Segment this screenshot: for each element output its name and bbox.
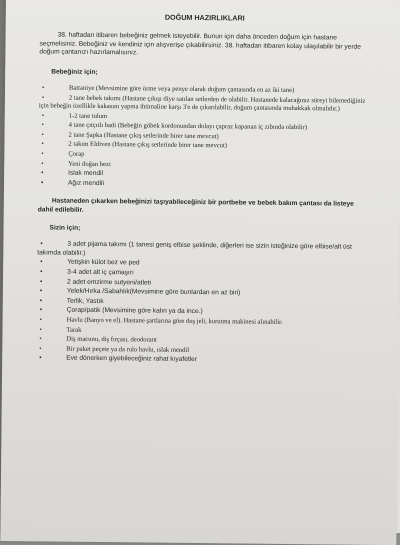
self-list-item: • Diş macunu, diş fırçası, deodorant xyxy=(36,335,366,347)
self-list-item: • Havlu (Banyo ve el). Hastane şartlarına göre duş jeli, kurutma makinesi alınabilir. xyxy=(37,316,367,328)
self-items-list xyxy=(36,241,367,367)
intro-paragraph: 38. haftadan itibaren bebeğiniz gelmek isteyebilir. Bunun için daha önceden doğum için hastane seçmelisiniz. Bebeğiniz ve kendiniz için alışverişe çıkabilirsiniz. 38. haftadan itibaren kolay ulaşılabilir bir yerde doğum çantanızı hazırlamalısınız. xyxy=(39,31,361,57)
self-list-item: • Yelek/Hırka /Sabahlık(Mevsimine göre bunlardan en az biri) xyxy=(37,288,367,300)
self-list-item: • 2 adet emzirme sutyeni/atleti xyxy=(37,278,367,290)
baby-list-item: • 2 tane Şapka (Hastane çıkış setlerinde birer tane mevcut) xyxy=(38,131,368,143)
self-list-item: • Eve dönerken giyebileceğiniz rahat kıyafetler xyxy=(36,355,366,367)
self-list-item: • Tarak xyxy=(36,326,366,338)
self-section-heading: Sizin için; xyxy=(49,224,81,232)
baby-list-item: • Çorap xyxy=(38,150,368,162)
document-body xyxy=(36,12,370,376)
baby-list-item: • Ağız mendili xyxy=(38,179,368,191)
baby-list-item: • 4 tane çıtçıtlı badi (Bebeğin göbek kordonundan dolayı çapraz kapanan iç zıbında olabilir) xyxy=(39,122,369,134)
baby-list-item: • Islak mendil xyxy=(38,170,368,182)
baby-section-heading: Bebeğiniz için; xyxy=(51,68,98,76)
baby-items-list xyxy=(38,84,369,191)
middle-paragraph: Hastaneden çıkarken bebeğinizi taşıyabileceğiniz bir portbebe ve bebek bakım çantası da listeye dahil edilebilir. xyxy=(37,197,354,214)
self-list-item: • Çorap/patik (Mevsimine göre kalın ya da ince.) xyxy=(37,307,367,319)
baby-list-item: • 2 tane bebek takımı (Hastane çıkışı diye satılan setlerden de olabilir. Hastanede kalacağınız süreyi bilemediğiniz için bebeğin özellikle kakasını yapma ihtimaline karşı 3'e de çıkarılabilir, doğum çantasında muhakkak olmalıdır.) xyxy=(39,94,369,114)
self-list-item: • 3 adet pijama takımı (1 tanesi geniş elbise şeklinde, diğerleri ise sizin isteğinize göre elbise/alt üst takımda olabilir.) xyxy=(37,241,367,261)
baby-list-item: • 1-2 tane tulum xyxy=(39,112,369,124)
self-list-item: • Terlik, Yastık xyxy=(37,297,367,309)
self-list-item: • Yetişkin külot bez ve ped xyxy=(37,259,367,271)
document-title: DOĞUM HAZIRLIKLARI xyxy=(164,12,245,23)
self-list-item: • 3-4 adet alt iç çamaşırı xyxy=(37,268,367,280)
baby-list-item: • Yeni doğan bezi xyxy=(38,160,368,172)
baby-list-item: • Battaniye (Mevsimine göre örme veya penye olarak doğum çantasında en az iki tane) xyxy=(39,84,369,96)
self-list-item: • Bir paket peçete ya da rulo havlu, ıslak mendil xyxy=(36,345,366,357)
baby-list-item: • 2 takım Eldiven (Hastane çıkış setlerinde birer tane mevcut) xyxy=(38,141,368,153)
